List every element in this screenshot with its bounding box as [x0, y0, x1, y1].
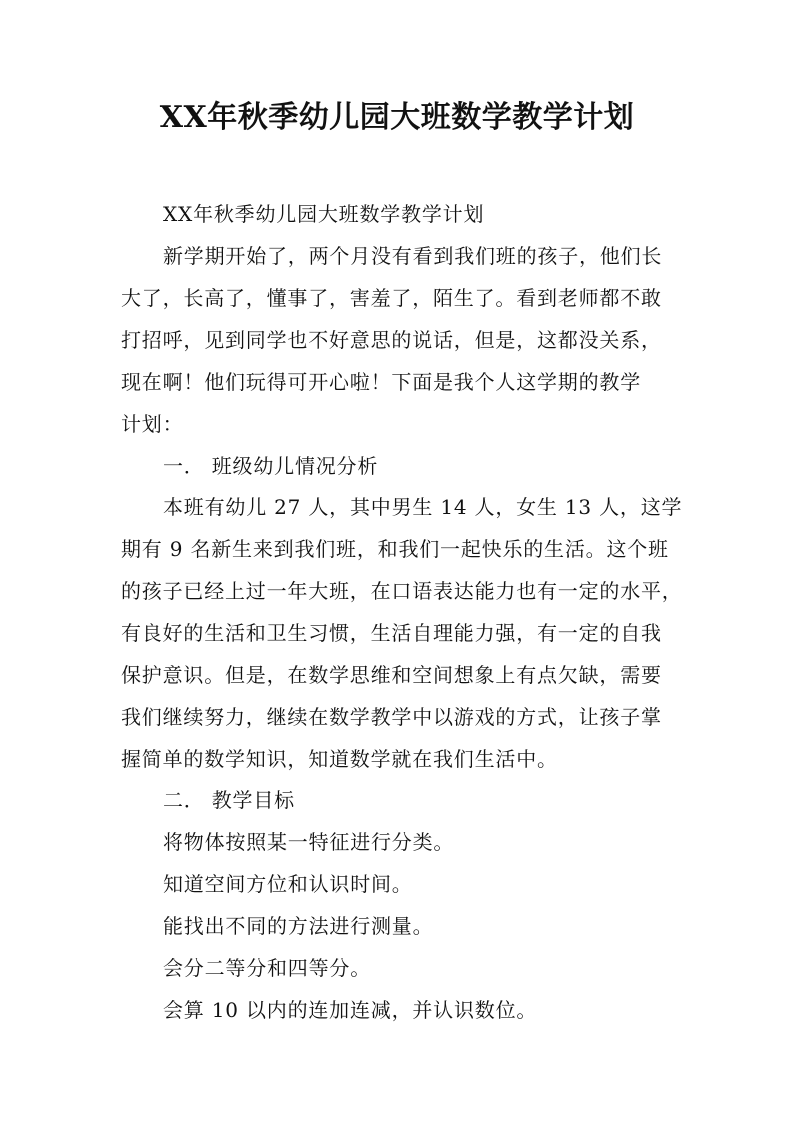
section-heading-1: 一． 班级幼儿情况分析 — [163, 454, 379, 478]
paragraph-line: 大了，长高了，懂事了，害羞了，陌生了。看到老师都不敢 — [121, 286, 662, 310]
paragraph-line: 计划： — [121, 412, 184, 436]
document-title: XX年秋季幼儿园大班数学教学计划 — [159, 100, 635, 135]
paragraph-line: 握简单的数学知识，知道数学就在我们生活中。 — [121, 747, 558, 771]
paragraph-line: 的孩子已经上过一年大班，在口语表达能力也有一定的水平， — [121, 579, 683, 603]
paragraph-line: 有良好的生活和卫生习惯，生活自理能力强，有一定的自我 — [121, 621, 662, 645]
paragraph-line: 打招呼，见到同学也不好意思的说话，但是，这都没关系， — [121, 328, 662, 352]
paragraph-line: 保护意识。但是，在数学思维和空间想象上有点欠缺，需要 — [121, 663, 662, 687]
subtitle-line: XX年秋季幼儿园大班数学教学计划 — [163, 202, 485, 226]
paragraph-line: 我们继续努力，继续在数学教学中以游戏的方式，让孩子掌 — [121, 705, 662, 729]
section-heading-2: 二． 教学目标 — [163, 788, 295, 812]
goal-item: 能找出不同的方法进行测量。 — [163, 914, 434, 938]
paragraph-line: 本班有幼儿 27 人，其中男生 14 人，女生 13 人，这学 — [163, 495, 683, 519]
goal-item: 知道空间方位和认识时间。 — [163, 872, 413, 896]
paragraph-line: 现在啊！他们玩得可开心啦！下面是我个人这学期的教学 — [121, 370, 641, 394]
goal-item: 将物体按照某一特征进行分类。 — [163, 830, 455, 854]
goal-item: 会分二等分和四等分。 — [163, 956, 371, 980]
paragraph-line: 期有 9 名新生来到我们班，和我们一起快乐的生活。这个班 — [121, 537, 669, 561]
paragraph-line: 新学期开始了，两个月没有看到我们班的孩子，他们长 — [163, 244, 663, 268]
goal-item: 会算 10 以内的连加连减，并认识数位。 — [163, 998, 538, 1022]
